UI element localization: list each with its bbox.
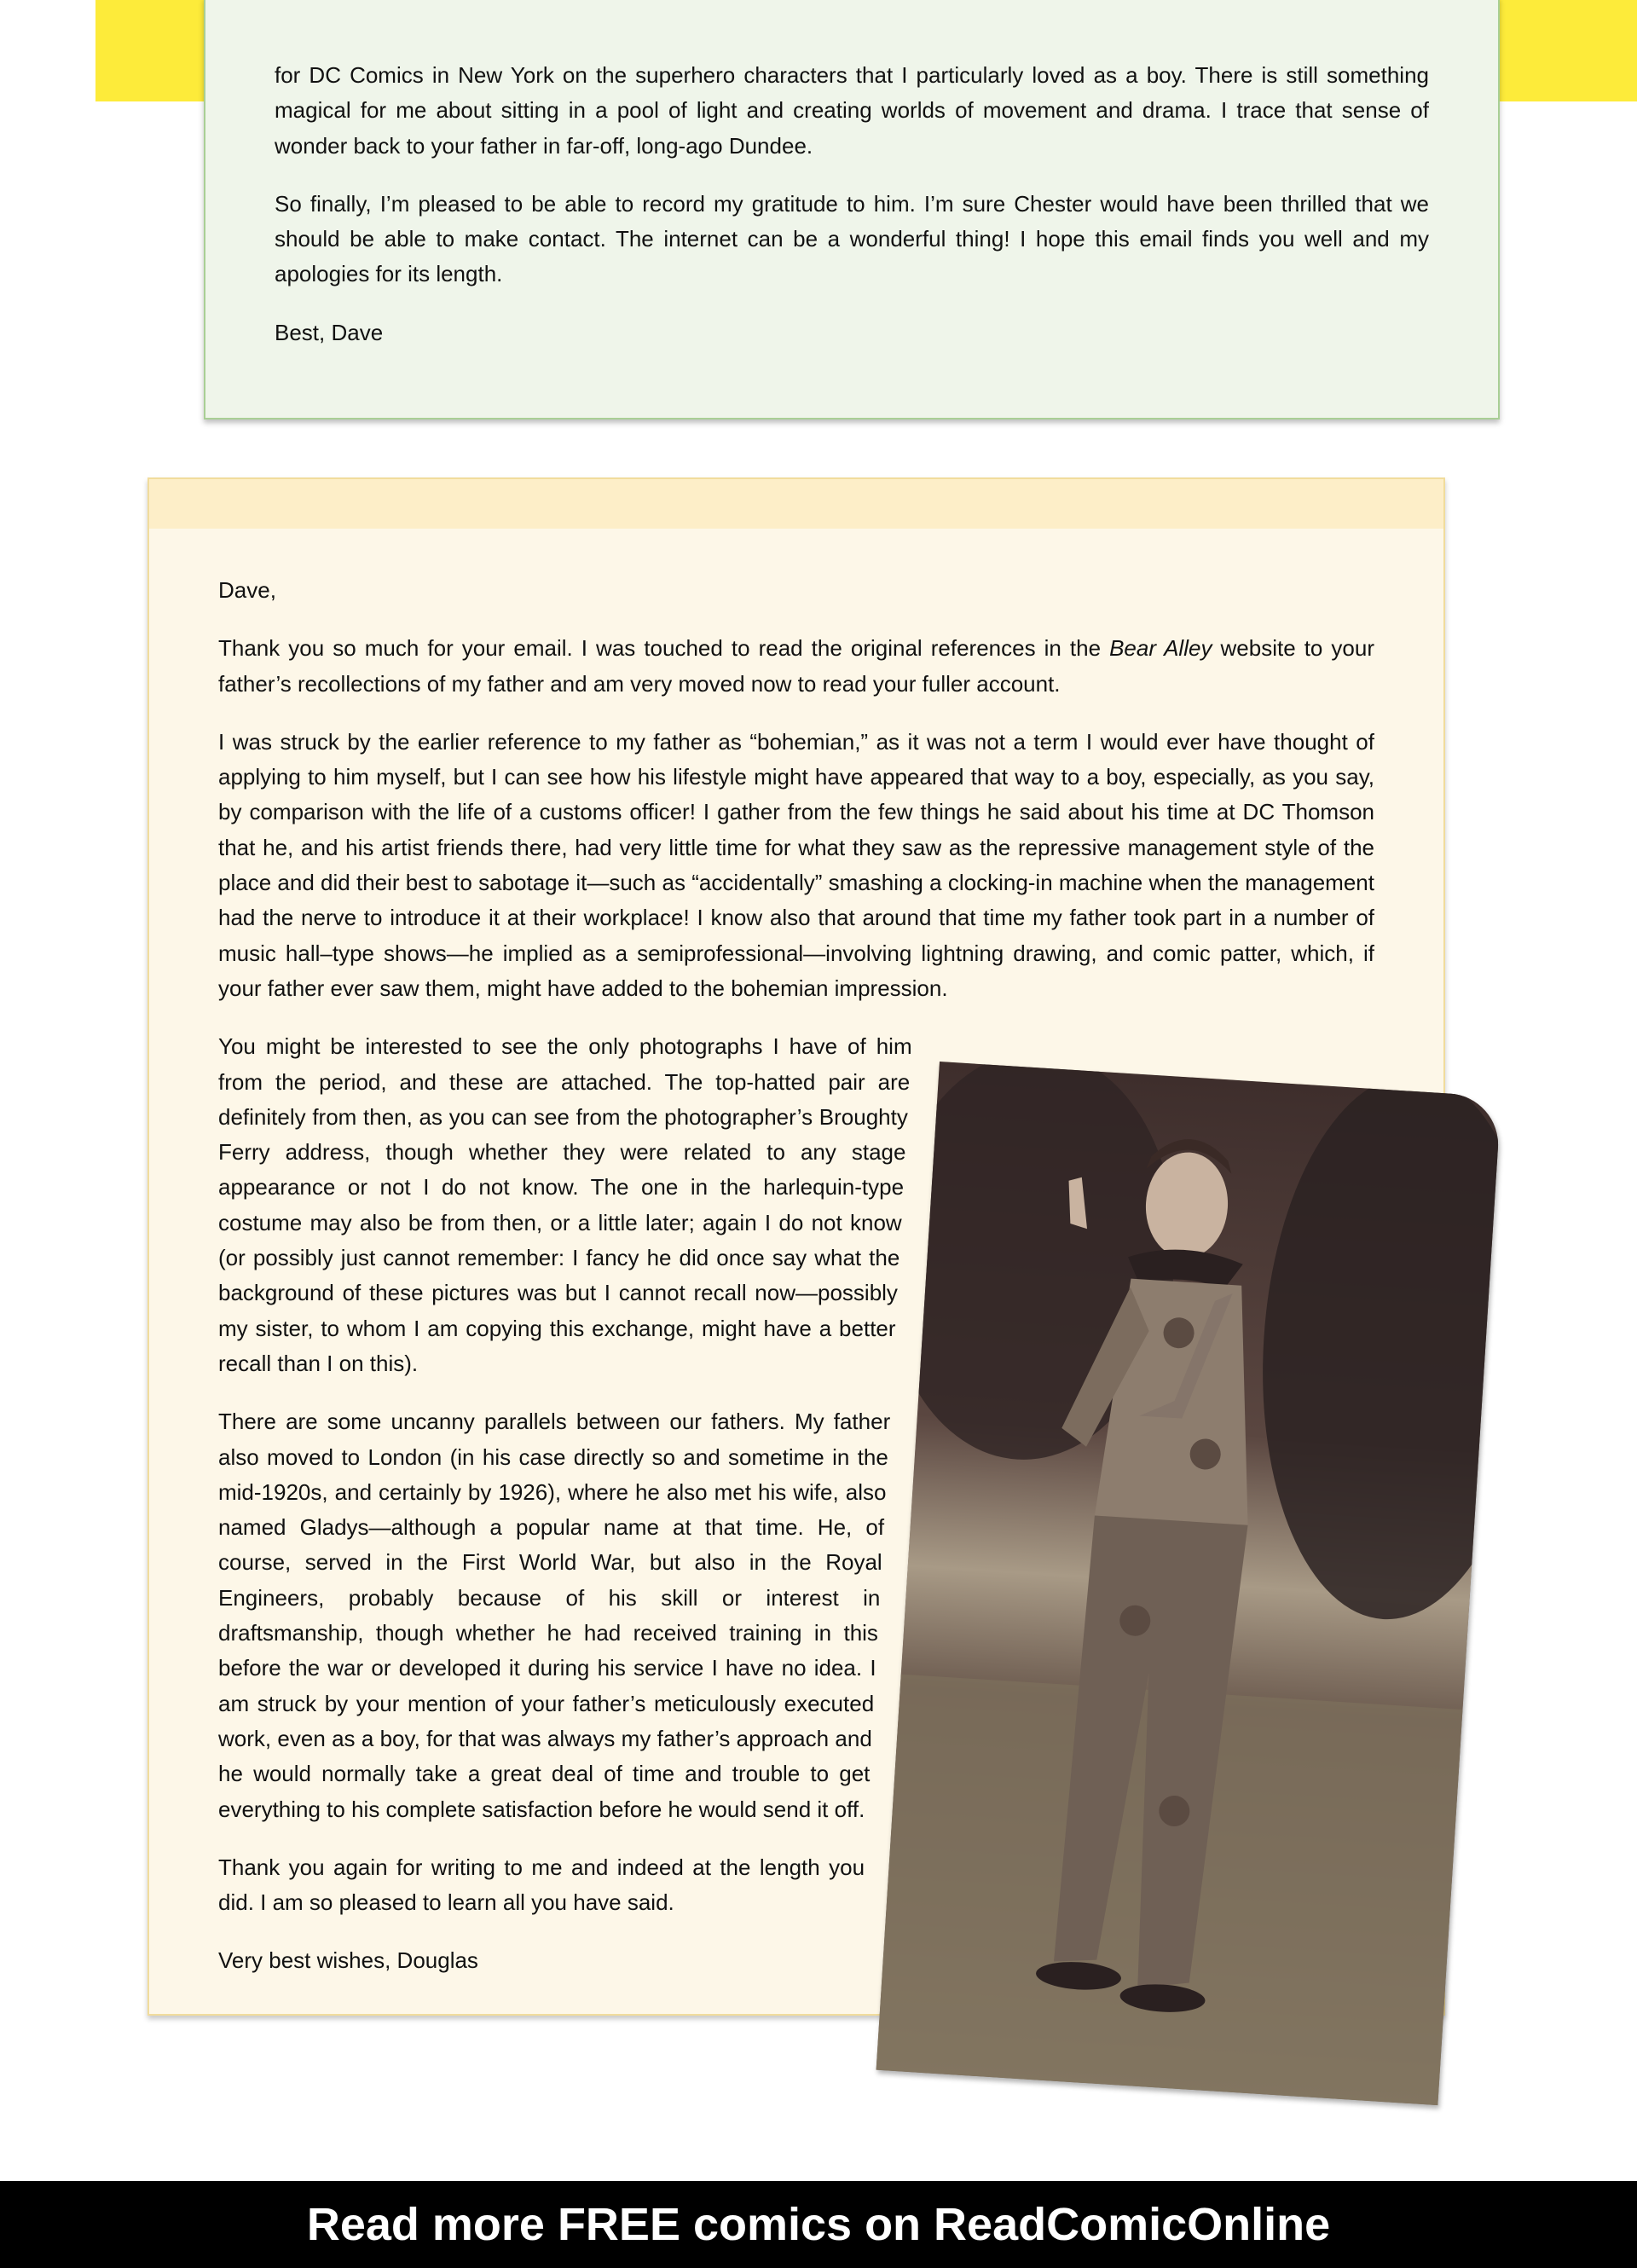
text: Thank you so much for your email. I was touched to read the original references in the (218, 635, 1110, 662)
email-paragraph: So finally, I’m pleased to be able to record my gratitude to him. I’m sure Chester would have been thrilled that we should be able to make contact. The internet can be a wonderful thing! I hope this email finds you well and my apologies for its length. (275, 190, 1429, 287)
email-signoff: Best, Dave (275, 319, 384, 345)
email-paragraph: There are some uncanny parallels between our fathers. My father also moved to London (in his case directly so and sometime in the mid-1920s, and certainly by 1926), where he also met his wife, also named Gladys—although a popular name at that time. He, of course, served in the First World War, but also in the Royal Engineers, probably because of his skill or interest in draftsmanship, though whether he had received training in this before the war or developed it during his service I have no idea. I am struck by your mention of your father’s meticulously executed work, even as a boy, for that was always my father’s approach and he would normally take a great deal of time and trouble to get everything to his complete satisfaction before he would send it off. (218, 1409, 891, 1822)
email-paragraph: Thank you again for writing to me and indeed at the length you did. I am so pleased to learn all you have said. (218, 1854, 865, 1916)
email-header-band (149, 479, 1443, 529)
email-paragraph: for DC Comics in New York on the superhero characters that I particularly loved as a boy. There is still something magical for me about sitting in a pool of light and creating worlds of movement and drama. I trace that sense of wonder back to your father in far-off, long-ago Dundee. (275, 62, 1429, 159)
email-paragraph (218, 631, 1374, 702)
email-signoff: Very best wishes, Douglas (218, 1947, 478, 1974)
email-greeting: Dave, (218, 577, 276, 603)
email-paragraph: I was struck by the earlier reference to my father as “bohemian,” as it was not a term I would ever have thought of applying to him myself, but I can see how his lifestyle might have appeared that way to a boy, especially, as you say, by comparison with the life of a customs officer! I gather from the few things he said about his time at DC Thomson that he, and his artist friends there, had very little time for what they saw as the repressive management style of the place and did their best to sabotage it—such as “accidentally” smashing a clocking-in machine when the management had the nerve to introduce it at their workplace! I know also that around that time my father took part in a number of music hall–type shows—he implied as a semiprofessional—involving lightning drawing, and comic patter, which, if your father ever saw them, might have added to the bohemian impression. (218, 728, 1374, 1001)
text: website to your father’s recollections of my father and am very moved now to read your fuller account. (218, 635, 1374, 697)
footer-link[interactable]: Read more FREE comics on ReadComicOnline (306, 2199, 1331, 2250)
email-paragraph: You might be interested to see the only photographs I have of him from the period, and these are attached. The top-hatted pair are definitely from then, as you can see from the photographer’s Broughty Ferry address, though whether they were related to any stage appearance or not I do not know. The one in the harlequin-type costume may also be from then, or a little later; again I do not know (or possibly just cannot remember: I fancy he did once say what the background of these pictures was but I cannot recall now—possibly my sister, to whom I am copying this exchange, might have a better recall than I on this). (218, 1033, 912, 1376)
vintage-photo-harlequin-costume (876, 1062, 1501, 2105)
photo-image (876, 1062, 1501, 2105)
website-title: Bear Alley (1109, 635, 1212, 662)
email-from-dave (204, 0, 1500, 419)
footer-banner (0, 2181, 1637, 2268)
